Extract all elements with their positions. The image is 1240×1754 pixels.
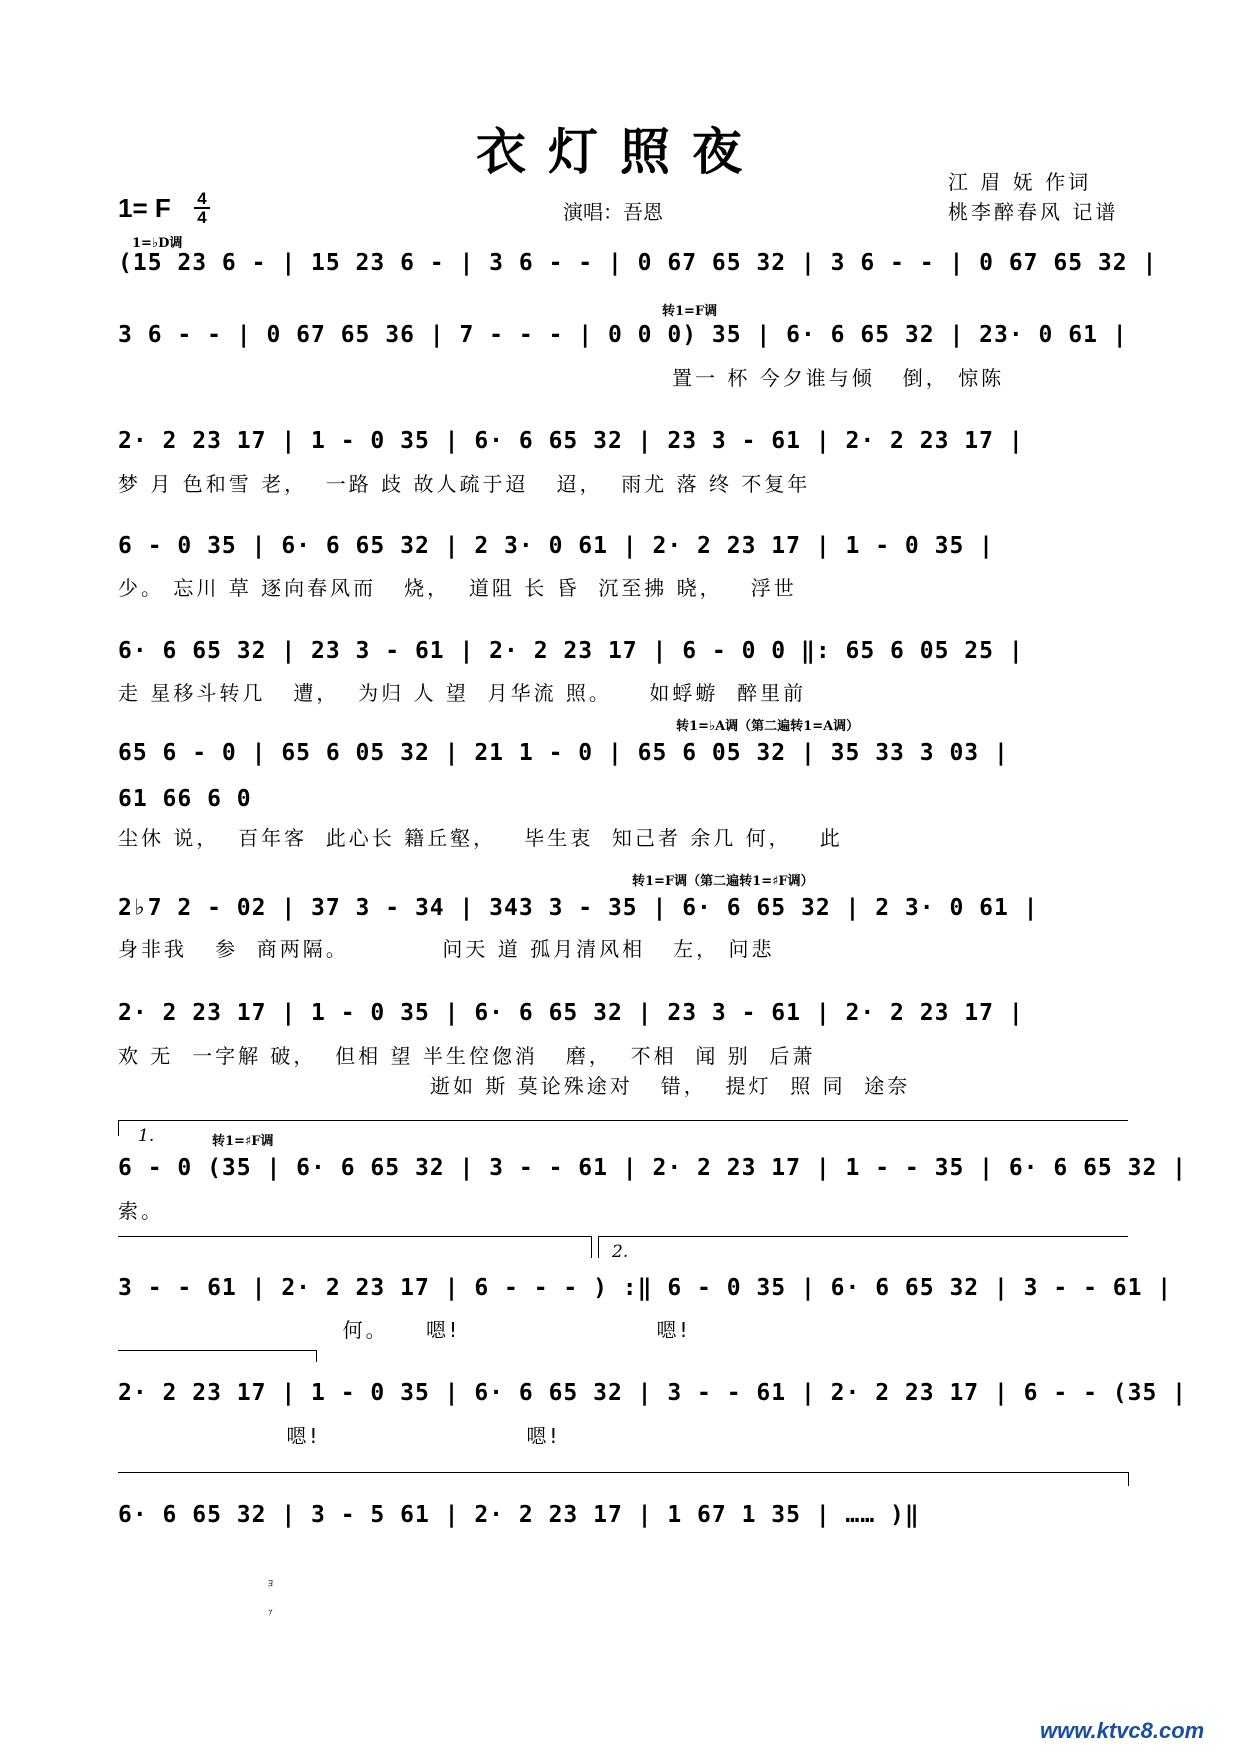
key-change-1: 1=♭D调 [132, 236, 183, 251]
notation-line-2: 3 6 - - | 0 67 65 36 | 7 - - - | 0 0 0) 35 | 6· 6 65 32 | 23· 0 61 | [118, 322, 1128, 348]
lyric-line-5: 走 星移斗转几 遭， 为归 人 望 月华流 照。 如蜉蝣 醉里前 [118, 681, 807, 705]
time-signature-top: 4 [197, 189, 207, 208]
lyric-line-6: 尘休 说， 百年客 此心长 籍丘壑， 毕生衷 知己者 余几 何， 此 [118, 826, 843, 850]
volta-2-bracket-end [316, 1350, 317, 1362]
volta-1-bracket-edge [118, 1120, 119, 1136]
lyric-line-7: 身非我 参 商两隔。 问天 道 孤月清风相 左， 问悲 [118, 937, 775, 961]
volta-2-bracket-edge [598, 1236, 599, 1258]
notation-line-6-continued: 61 66 6 0 [118, 786, 252, 812]
lyric-line-3: 梦 月 色和雪 老， 一路 歧 故人疏于迢 迢， 雨尤 落 终 不复年 [118, 472, 811, 496]
volta-2-label: 2. [612, 1242, 629, 1262]
notation-line-5: 6· 6 65 32 | 23 3 - 61 | 2· 2 23 17 | 6 - 0 0 ‖: 65 6 05 25 | [118, 638, 1024, 664]
stray-mark-1: ﾖ [268, 1579, 273, 1590]
volta-2-bracket-cont [118, 1350, 316, 1351]
volta-1-bracket-cont [118, 1236, 591, 1237]
singer-credit: 演唱：吾恩 [563, 200, 663, 224]
time-signature [193, 190, 211, 226]
lyric-line-11: 嗯! 嗯! [118, 1424, 561, 1448]
site-watermark: www.ktvc8.com [1040, 1718, 1205, 1743]
lyric-line-4: 少。 忘川 草 逐向春风而 烧， 道阻 长 昏 沉至拂 晓， 浮世 [118, 576, 797, 600]
volta-1-label: 1. [138, 1126, 155, 1146]
notation-line-11: 2· 2 23 17 | 1 - 0 35 | 6· 6 65 32 | 3 - - 61 | 2· 2 23 17 | 6 - - (35 | [118, 1380, 1187, 1406]
key-signature: 1= F [118, 193, 171, 223]
notation-line-7: 2♭7 2 - 02 | 37 3 - 34 | 343 3 - 35 | 6· 6 65 32 | 2 3· 0 61 | [118, 895, 1039, 921]
song-title: 衣灯照夜 [476, 122, 764, 181]
notation-line-4: 6 - 0 35 | 6· 6 65 32 | 2 3· 0 61 | 2· 2 23 17 | 1 - 0 35 | [118, 533, 994, 559]
lyric-line-2: 置一 杯 今夕谁与倾 倒， 惊陈 [672, 366, 1005, 390]
notation-line-6: 65 6 - 0 | 65 6 05 32 | 21 1 - 0 | 65 6 05 32 | 35 33 3 03 | [118, 740, 1009, 766]
coda-bracket [118, 1472, 1128, 1473]
transcriber-credit: 桃李醉春风 记谱 [948, 200, 1119, 224]
stray-mark-2: ｧ [268, 1607, 273, 1618]
volta-1-bracket-end [591, 1236, 592, 1258]
time-signature-bottom: 4 [197, 208, 207, 227]
notation-line-1: (15 23 6 - | 15 23 6 - | 3 6 - - | 0 67 65 32 | 3 6 - - | 0 67 65 32 | [118, 250, 1158, 276]
key-change-3: 转1=♭A调（第二遍转1=A调） [676, 719, 860, 734]
notation-line-8: 2· 2 23 17 | 1 - 0 35 | 6· 6 65 32 | 23 3 - 61 | 2· 2 23 17 | [118, 1000, 1024, 1026]
notation-line-9: 6 - 0 (35 | 6· 6 65 32 | 3 - - 61 | 2· 2 23 17 | 1 - - 35 | 6· 6 65 32 | [118, 1155, 1187, 1181]
notation-line-3: 2· 2 23 17 | 1 - 0 35 | 6· 6 65 32 | 23 3 - 61 | 2· 2 23 17 | [118, 428, 1024, 454]
volta-1-bracket [118, 1120, 1128, 1121]
lyric-line-9: 索。 [118, 1199, 164, 1223]
notation-line-10: 3 - - 61 | 2· 2 23 17 | 6 - - - ) :‖ 6 - 0 35 | 6· 6 65 32 | 3 - - 61 | [118, 1275, 1173, 1301]
key-change-5: 转1=♯F调 [212, 1134, 274, 1149]
lyric-line-8a: 欢 无 一字解 破， 但相 望 半生倥偬消 磨， 不相 闻 别 后萧 [118, 1044, 816, 1068]
notation-line-12: 6· 6 65 32 | 3 - 5 61 | 2· 2 23 17 | 1 67 1 35 | …… )‖ [118, 1502, 920, 1528]
lyric-line-10: 何。 嗯! 嗯! [118, 1318, 691, 1342]
coda-bracket-edge [1128, 1472, 1129, 1486]
lyricist-credit: 江 眉 妩 作词 [948, 170, 1092, 194]
key-change-4: 转1=F调（第二遍转1=♯F调） [632, 874, 814, 889]
lyric-line-8b: 逝如 斯 莫论殊途对 错， 提灯 照 同 途奈 [430, 1074, 911, 1098]
volta-2-bracket [598, 1236, 1128, 1237]
key-change-2: 转1=F调 [662, 304, 718, 319]
